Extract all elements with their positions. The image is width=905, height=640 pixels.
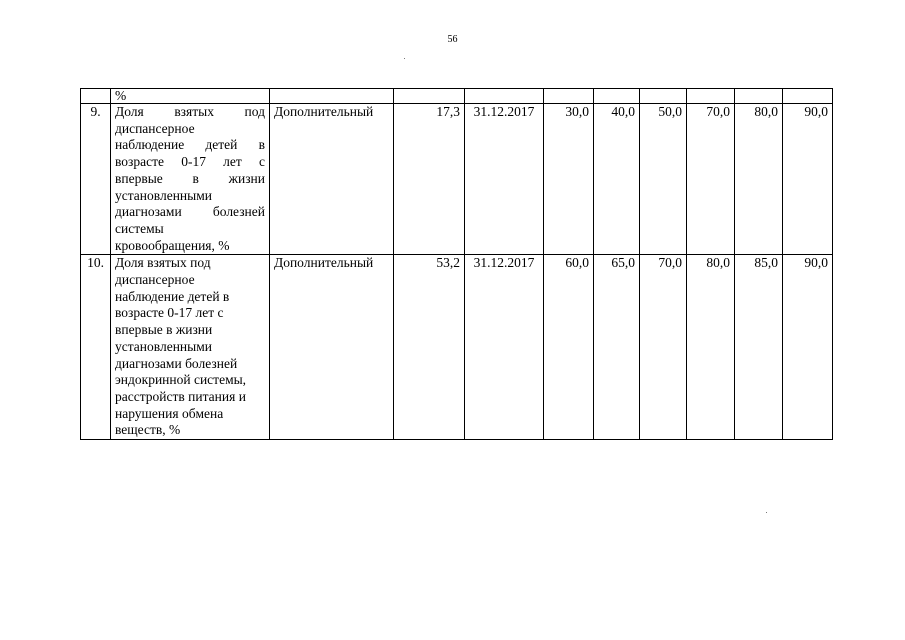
name-line: системы [115, 220, 164, 236]
scan-speck [404, 58, 405, 59]
table-row [81, 104, 833, 255]
name-line: диагнозами болезней [115, 355, 238, 371]
cell-indicator-name: % [111, 89, 270, 104]
cell-value: 70,0 [687, 104, 735, 255]
name-line: установленными [115, 187, 212, 203]
name-line: впервые в жизни [115, 170, 265, 186]
name-line: Доля взятых под [115, 104, 265, 119]
cell-num: 10. [81, 255, 111, 440]
cell-num [81, 89, 111, 104]
name-line: впервые в жизни [115, 322, 213, 338]
cell-base-date: 31.12.2017 [465, 255, 544, 440]
name-line: нарушения обмена [115, 405, 224, 421]
cell-value: 85,0 [735, 255, 783, 440]
name-line: расстройств питания и [115, 388, 246, 404]
cell-type: Дополнительный [270, 104, 394, 255]
cell-indicator-name [111, 104, 270, 255]
cell-value [544, 89, 594, 104]
name-line: диагнозами болезней [115, 204, 265, 220]
cell-value [783, 89, 833, 104]
table-row [81, 255, 833, 440]
cell-base-date: 31.12.2017 [465, 104, 544, 255]
name-line: наблюдение детей в [115, 137, 265, 153]
cell-base-date [465, 89, 544, 104]
cell-indicator-name [111, 255, 270, 440]
cell-type: Дополнительный [270, 255, 394, 440]
name-line: диспансерное [115, 272, 195, 288]
scan-speck [766, 512, 767, 513]
cell-value: 60,0 [544, 255, 594, 440]
cell-value: 50,0 [640, 104, 687, 255]
cell-value: 30,0 [544, 104, 594, 255]
cell-base-value [394, 89, 465, 104]
cell-value: 40,0 [594, 104, 640, 255]
name-line: эндокринной системы, [115, 372, 247, 388]
cell-num: 9. [81, 104, 111, 255]
name-line: возрасте 0-17 лет с [115, 154, 265, 170]
cell-base-value: 17,3 [394, 104, 465, 255]
cell-value: 90,0 [783, 104, 833, 255]
cell-value [640, 89, 687, 104]
cell-value [735, 89, 783, 104]
cell-value: 80,0 [687, 255, 735, 440]
name-line: диспансерное [115, 120, 195, 136]
name-line: возрасте 0-17 лет с [115, 305, 224, 321]
name-line: веществ, % [115, 422, 181, 438]
name-line: Доля взятых под [115, 255, 211, 271]
cell-value: 80,0 [735, 104, 783, 255]
cell-value: 70,0 [640, 255, 687, 440]
page-number: 56 [447, 34, 458, 45]
table-row-continuation [81, 89, 833, 104]
cell-type [270, 89, 394, 104]
name-line: кровообращения, % [115, 237, 230, 253]
name-line: наблюдение детей в [115, 288, 230, 304]
name-line: установленными [115, 338, 212, 354]
cell-base-value: 53,2 [394, 255, 465, 440]
cell-value [594, 89, 640, 104]
cell-value: 90,0 [783, 255, 833, 440]
indicators-table [80, 88, 833, 440]
cell-value: 65,0 [594, 255, 640, 440]
cell-value [687, 89, 735, 104]
